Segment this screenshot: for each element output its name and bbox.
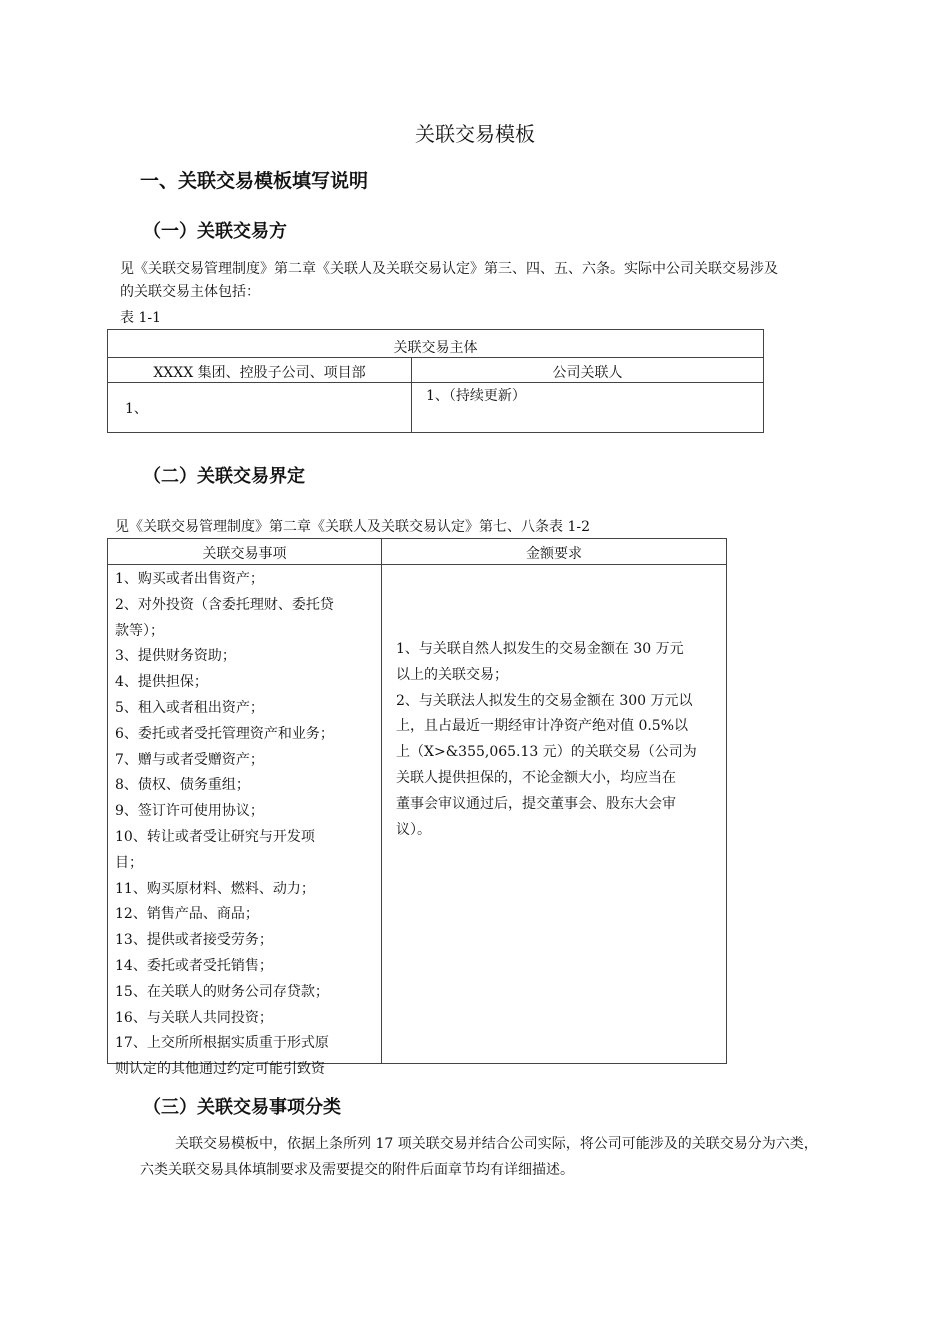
list-item: 14、委托或者受托销售； (115, 957, 273, 974)
list-item: 10、转让或者受让研究与开发项 (115, 828, 315, 845)
list-item: 5、租入或者租出资产； (115, 699, 264, 716)
table-2-col2-header: 金额要求 (526, 546, 582, 562)
list-item: 以上的关联交易； (396, 666, 508, 683)
subsection-1-paragraph (120, 258, 900, 304)
amount-requirements-list (396, 637, 726, 843)
list-item: 1、与关联自然人拟发生的交易金额在 30 万元 (396, 641, 684, 657)
list-item: 9、签订许可使用协议； (115, 803, 264, 820)
list-item: 8、债权、债务重组； (115, 777, 250, 794)
list-item: 7、赠与或者受赠资产； (115, 751, 264, 768)
list-item: 17、上交所所根据实质重于形式原 (115, 1035, 329, 1052)
table-1-label: 表 1-1 (120, 310, 161, 326)
paragraph-line: 见《关联交易管理制度》第二章《关联人及关联交易认定》第三、四、五、六条。实际中公司关联交易涉及 (120, 261, 778, 277)
list-item: 目； (115, 854, 143, 871)
table-1-col2-value: 1、（持续更新） (426, 388, 526, 404)
list-item: 12、销售产品、商品； (115, 906, 259, 923)
subsection-1-heading: （一）关联交易方 (143, 221, 287, 242)
list-item: 关联人提供担保的，不论金额大小，均应当在 (396, 769, 676, 786)
table-1-header: 关联交易主体 (393, 340, 478, 356)
list-item: 16、与关联人共同投资； (115, 1009, 273, 1026)
list-item: 上（X>&355,065.13 元）的关联交易（公司为 (396, 744, 697, 761)
table-1-1 (107, 329, 764, 433)
table-1-2 (107, 538, 727, 1078)
list-item: 董事会审议通过后，提交董事会、股东大会审 (396, 795, 676, 812)
list-item: 则认定的其他通过约定可能引致资 (115, 1061, 325, 1078)
subsection-2-heading: （二）关联交易界定 (143, 466, 305, 487)
table-2-caption: 见《关联交易管理制度》第二章《关联人及关联交易认定》第七、八条表 1-2 (115, 519, 590, 535)
document-title: 关联交易模板 (415, 122, 535, 146)
subsection-3-paragraph-line2: 六类关联交易具体填制要求及需要提交的附件后面章节均有详细描述。 (140, 1162, 574, 1178)
list-item: 6、委托或者受托管理资产和业务； (115, 725, 334, 742)
list-item: 3、提供财务资助； (115, 648, 236, 665)
table-2-col1-header: 关联交易事项 (202, 546, 287, 562)
list-item: 款等）； (115, 622, 164, 639)
subsection-3-heading: （三）关联交易事项分类 (143, 1097, 341, 1118)
list-item: 1、购买或者出售资产； (115, 571, 264, 587)
table-1-col1-value: 1、 (125, 401, 148, 417)
list-item: 15、在关联人的财务公司存贷款； (115, 983, 329, 1000)
paragraph-line: 的关联交易主体包括： (120, 284, 260, 300)
list-item: 议）。 (396, 821, 431, 838)
list-item: 2、与关联法人拟发生的交易金额在 300 万元以 (396, 692, 693, 709)
list-item: 13、提供或者接受劳务； (115, 932, 273, 949)
subsection-3-paragraph-line1: 关联交易模板中，依据上条所列 17 项关联交易并结合公司实际，将公司可能涉及的关联交易分为六类， (175, 1136, 818, 1152)
transaction-items-list (115, 567, 375, 1083)
list-item: 上，且占最近一期经审计净资产绝对值 0.5%以 (396, 718, 689, 735)
table-1-col2-header: 公司关联人 (552, 365, 623, 381)
section-1-heading: 一、关联交易模板填写说明 (140, 170, 369, 192)
list-item: 11、购买原材料、燃料、动力； (115, 880, 315, 897)
list-item: 2、对外投资（含委托理财、委托贷 (115, 596, 334, 613)
list-item: 4、提供担保； (115, 674, 208, 691)
table-1-col1-header: XXXX 集团、控股子公司、项目部 (153, 365, 366, 381)
